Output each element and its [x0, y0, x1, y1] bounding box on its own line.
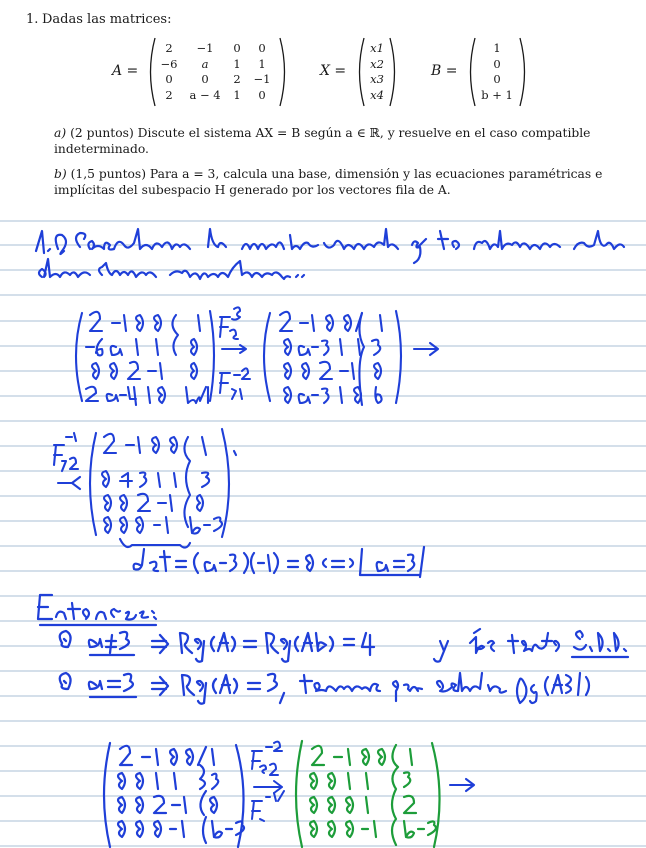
matrix-a — [154, 41, 276, 103]
matrix-a-cell: 1 — [258, 56, 266, 71]
problem-statement — [0, 0, 646, 215]
matrix-a-cell: 0 — [233, 41, 241, 55]
matrix-b-cell: 1 — [493, 41, 501, 55]
matrix-x-cell: x4 — [370, 87, 384, 102]
part-a-text: (2 puntos) Discute el sistema AX = B según a ∈ ℝ, y resuelve en el caso compatible indeterminado. — [54, 126, 591, 156]
ink-augmented-matrix-5 — [296, 741, 440, 847]
matrix-x-cell: x3 — [370, 72, 384, 86]
matrix-a-cell: 1 — [233, 56, 241, 71]
ink-augmented-matrix-2 — [264, 311, 438, 405]
matrix-a-cell: 0 — [258, 87, 266, 102]
matrix-a-cell: 1 — [233, 87, 241, 102]
matrix-a-cell: −1 — [196, 41, 214, 55]
matrix-a-cell: −6 — [160, 56, 178, 71]
ink-determinant-line — [134, 547, 424, 577]
matrix-x — [363, 41, 391, 103]
matrix-a-cell: 2 — [165, 41, 173, 55]
matrix-b-label: B = — [431, 63, 458, 79]
matrix-a-cell: 0 — [258, 41, 266, 55]
matrix-a-cell: a — [201, 56, 209, 71]
matrix-a-label: A = — [112, 63, 139, 79]
matrix-b — [474, 41, 520, 103]
matrix-b-right-paren — [518, 37, 530, 107]
matrix-b-cell: 0 — [493, 56, 501, 71]
matrix-x-label: X = — [320, 63, 347, 79]
matrix-a-right-paren — [278, 37, 290, 107]
matrix-a-cell: 2 — [233, 72, 241, 86]
matrix-a-cell: 0 — [201, 72, 209, 86]
ink-augmented-matrix-1 — [76, 311, 214, 405]
matrix-b-cell: b + 1 — [481, 87, 513, 102]
matrix-x-cell: x1 — [370, 41, 384, 55]
ink-final-arrow — [450, 779, 474, 791]
matrix-a-cell: a − 4 — [189, 87, 221, 102]
part-b-label: b) — [54, 167, 67, 181]
ink-scd-conclusion — [434, 629, 628, 662]
matrix-b-cell: 0 — [493, 72, 501, 86]
matrix-a-cell: 0 — [165, 72, 173, 86]
matrix-x-cell: x2 — [370, 56, 384, 71]
ink-augmented-matrix-4 — [104, 743, 244, 847]
part-b — [54, 166, 614, 198]
matrix-a-cell: 2 — [165, 87, 173, 102]
ink-augmented-matrix-3 — [54, 429, 236, 548]
handwritten-solution — [0, 215, 646, 848]
matrix-x-right-paren — [388, 37, 400, 107]
ink-intro-line-1 — [36, 229, 624, 263]
ink-case-a-eq-3 — [60, 673, 284, 704]
problem-number: 1. — [26, 12, 39, 27]
part-b-text: (1,5 puntos) Para a = 3, calcula una base, dimensión y las ecuaciones paramétricas e implícitas del subespacio H generado por los vectores fila de A. — [54, 167, 603, 197]
problem-intro: Dadas las matrices: — [42, 12, 172, 27]
part-a — [54, 125, 614, 157]
matrix-a-cell: −1 — [253, 72, 271, 86]
ink-intro-line-2 — [39, 259, 304, 279]
ink-tenemos-que-estudiar — [300, 673, 589, 703]
ink-row-operation-2 — [252, 742, 284, 821]
part-a-label: a) — [54, 126, 67, 140]
